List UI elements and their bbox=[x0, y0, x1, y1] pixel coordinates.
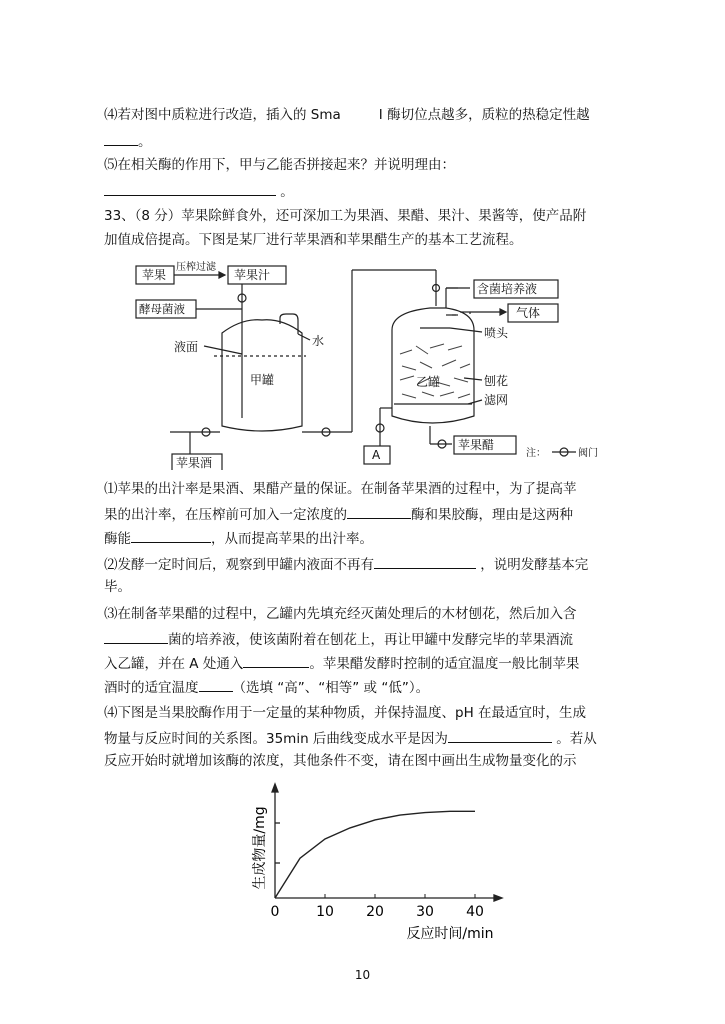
p2-line2: 毕。 bbox=[104, 579, 131, 595]
q4-answer-blank[interactable] bbox=[104, 131, 138, 146]
q4-text-b: I 酶切位点越多，质粒的热稳定性越 bbox=[378, 107, 590, 123]
y-axis-label: 生成物量/mg bbox=[252, 806, 268, 890]
x-tick-label: 30 bbox=[416, 904, 434, 920]
label-tank-b: 乙罐 bbox=[416, 375, 441, 389]
p1-text-1: ⑴苹果的出汁率是果酒、果醋产量的保证。在制备苹果酒的过程中，为了提高苹 bbox=[104, 481, 577, 497]
q4-text-a: ⑷若对图中质粒进行改造，插入的 Sma bbox=[104, 107, 341, 123]
x-axis-label: 反应时间/min bbox=[406, 926, 494, 942]
label-yeast: 酵母菌液 bbox=[139, 302, 185, 316]
p1-line3: 酶能 ，从而提高苹果的出汁率。 bbox=[104, 528, 373, 548]
series-line bbox=[275, 811, 475, 898]
x-axis-arrow bbox=[494, 895, 502, 901]
label-shavings: 刨花 bbox=[484, 374, 509, 388]
label-tank-a: 甲罐 bbox=[250, 373, 275, 387]
label-surface: 液面 bbox=[174, 340, 199, 354]
p1-line1 bbox=[104, 480, 577, 498]
label-nozzle: 喷头 bbox=[484, 326, 509, 340]
label-point-a: A bbox=[372, 448, 381, 462]
q4-line2: 。 bbox=[104, 131, 152, 151]
p2-blank[interactable] bbox=[374, 554, 476, 569]
label-note: 注： bbox=[526, 448, 546, 459]
tank-b-body bbox=[392, 308, 474, 423]
q33-line1 bbox=[104, 207, 586, 225]
label-press: 压榨过滤 bbox=[176, 262, 216, 273]
p1-blank-2[interactable] bbox=[131, 528, 211, 543]
p3-line1: ⑶在制备苹果醋的过程中，乙罐内先填充经灭菌处理后的木材刨花，然后加入含 bbox=[104, 606, 577, 622]
q33-intro-2: 加值成倍提高。下图是某厂进行苹果酒和苹果醋生产的基本工艺流程。 bbox=[104, 232, 523, 248]
label-wine: 苹果酒 bbox=[176, 456, 213, 470]
q5-answer-blank[interactable] bbox=[104, 181, 276, 196]
p1-blank-1[interactable] bbox=[347, 504, 411, 519]
x-tick-label: 0 bbox=[270, 904, 280, 920]
p3-blank-1[interactable] bbox=[104, 629, 168, 644]
q5-line1 bbox=[104, 156, 455, 174]
q33-line2 bbox=[104, 231, 523, 249]
p4-line2: 物量与反应时间的关系图。35min 后曲线变成水平是因为 。若从 bbox=[104, 728, 597, 748]
p3-line2: 菌的培养液，使该菌附着在刨花上，再让甲罐中发酵完毕的苹果酒流 bbox=[104, 629, 573, 649]
q5-text: ⑸在相关酶的作用下，甲与乙能否拼接起来？并说明理由： bbox=[104, 157, 455, 173]
label-valve: 阀门 bbox=[578, 448, 598, 459]
page-number: 10 bbox=[354, 968, 371, 982]
q33-intro-1: 33、（8 分）苹果除鲜食外，还可深加工为果酒、果醋、果汁、果酱等，使产品附 bbox=[104, 208, 587, 224]
p2-line1: ⑵发酵一定时间后，观察到甲罐内液面不再有 ，说明发酵基本完 bbox=[104, 554, 588, 574]
x-tick-label: 10 bbox=[316, 904, 334, 920]
q4-line1 bbox=[104, 106, 590, 124]
y-axis-arrow bbox=[272, 784, 278, 792]
label-apple: 苹果 bbox=[142, 268, 167, 282]
label-juice: 苹果汁 bbox=[234, 268, 271, 282]
p3-blank-3[interactable] bbox=[199, 677, 233, 692]
p4-line3: 反应开始时就增加该酶的浓度，其他条件不变，请在图中画出生成物量变化的示 bbox=[104, 753, 577, 769]
label-medium: 含菌培养液 bbox=[477, 282, 538, 296]
p3-line4: 酒时的适宜温度 （选填 “高”、“相等” 或 “低”）。 bbox=[104, 677, 429, 697]
p3-blank-2[interactable] bbox=[243, 653, 309, 668]
p3-line3: 入乙罐，并在 A 处通入 。苹果醋发酵时控制的适宜温度一般比制苹果 bbox=[104, 653, 579, 673]
q5-line2: 。 bbox=[104, 181, 294, 201]
p4-blank[interactable] bbox=[448, 728, 552, 743]
p4-line1: ⑷下图是当果胶酶作用于一定量的某种物质，并保持温度、pH 在最适宜时，生成 bbox=[104, 705, 587, 721]
label-water: 水 bbox=[312, 334, 325, 348]
label-mesh: 滤网 bbox=[484, 393, 509, 407]
x-tick-label: 40 bbox=[466, 904, 484, 920]
product-time-chart bbox=[240, 778, 520, 942]
x-tick-label: 20 bbox=[366, 904, 384, 920]
p1-line2: 果的出汁率，在压榨前可加入一定浓度的 酶和果胶酶，理由是这两种 bbox=[104, 504, 573, 524]
label-gas: 气体 bbox=[516, 306, 541, 320]
process-diagram bbox=[130, 258, 602, 470]
label-vinegar: 苹果醋 bbox=[458, 438, 495, 452]
